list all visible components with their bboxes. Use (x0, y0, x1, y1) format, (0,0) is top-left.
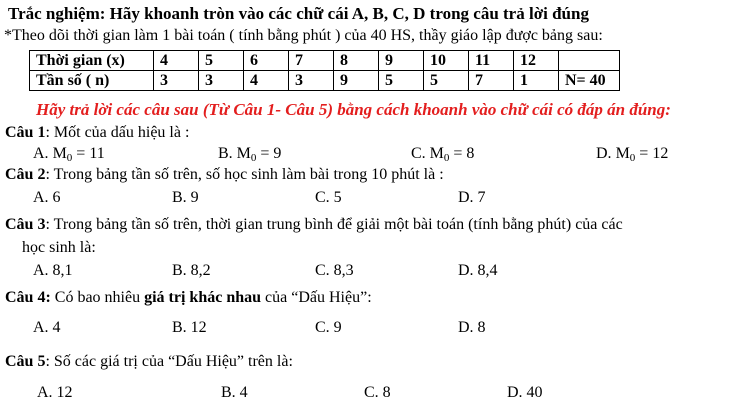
question-text: : Trong bảng tần số trên, số học sinh làm bài trong 10 phút là : (45, 166, 444, 183)
option-d[interactable]: D. 8,4 (458, 262, 498, 279)
question-text: : Mốt của dấu hiệu là : (45, 124, 190, 141)
option-value: = 11 (72, 145, 105, 162)
option-c[interactable]: C. 9 (315, 319, 342, 336)
table-cell: 9 (379, 51, 424, 71)
option-symbol: M (52, 145, 67, 162)
table-cell: 10 (424, 51, 469, 71)
option-symbol: M (615, 145, 630, 162)
instruction-text: Hãy trả lời các câu sau (Từ Câu 1- Câu 5) bằng cách khoanh vào chữ cái có đáp án đúng: (36, 100, 671, 119)
question-4 (5, 288, 372, 307)
question-label: Câu 5 (5, 353, 46, 370)
table-row (30, 71, 620, 91)
option-subscript: 0 (66, 152, 73, 164)
option-d[interactable]: D. 7 (458, 189, 486, 206)
intro-text: *Theo dõi thời gian làm 1 bài toán ( tính bằng phút ) của 40 HS, thầy giáo lập được bảng sau: (4, 27, 603, 44)
table-cell: 1 (514, 71, 559, 91)
frequency-table (29, 50, 620, 91)
option-a[interactable]: A. 4 (33, 319, 61, 336)
question-2 (5, 165, 444, 184)
option-c[interactable]: C. 5 (315, 189, 342, 206)
question-1 (5, 123, 189, 142)
option-letter: A. (33, 145, 49, 162)
question-label: Câu 2 (5, 166, 46, 183)
question-text: : Số các giá trị của “Dấu Hiệu” trên là: (45, 353, 293, 370)
option-letter: D. (596, 145, 612, 162)
option-d[interactable]: D. 40 (507, 384, 543, 401)
table-row-label: Thời gian (x) (30, 51, 154, 71)
option-symbol: M (236, 145, 251, 162)
table-row-label: Tần số ( n) (30, 71, 154, 91)
question-5 (5, 352, 293, 371)
page-title: Trắc nghiệm: Hãy khoanh tròn vào các chữ cái A, B, C, D trong câu trả lời đúng (8, 4, 589, 23)
table-cell: 5 (424, 71, 469, 91)
table-cell: 12 (514, 51, 559, 71)
option-b[interactable]: B. 8,2 (172, 262, 211, 279)
table-cell-total: N= 40 (559, 71, 620, 91)
option-b[interactable]: B. 9 (172, 189, 199, 206)
table-cell (559, 51, 620, 71)
option-letter: B. (218, 145, 233, 162)
option-value: = 12 (635, 145, 669, 162)
option-b[interactable]: B. 12 (172, 319, 207, 336)
question-text: : Trong bảng tần số trên, thời gian trung bình để giải một bài toán (tính bằng phút) của các (45, 216, 623, 233)
table-cell: 8 (334, 51, 379, 71)
table-cell: 5 (379, 71, 424, 91)
table-cell: 11 (469, 51, 514, 71)
table-cell: 9 (334, 71, 379, 91)
option-c[interactable]: C. 8,3 (315, 262, 354, 279)
option-d[interactable] (596, 144, 668, 168)
question-label: Câu 1 (5, 124, 46, 141)
table-cell: 7 (469, 71, 514, 91)
question-text: Có bao nhiêu (50, 289, 145, 306)
option-letter: C. (411, 145, 426, 162)
question-emphasis: giá trị khác nhau (144, 289, 262, 306)
table-cell: 4 (244, 71, 289, 91)
option-a[interactable]: A. 8,1 (33, 262, 73, 279)
question-text: của “Dấu Hiệu”: (261, 289, 372, 306)
option-c[interactable]: C. 8 (364, 384, 391, 401)
table-cell: 4 (154, 51, 199, 71)
option-value: = 8 (449, 145, 475, 162)
table-cell: 6 (244, 51, 289, 71)
table-row (30, 51, 620, 71)
option-subscript: 0 (629, 152, 636, 164)
question-text-continued: học sinh là: (22, 239, 96, 256)
option-symbol: M (429, 145, 444, 162)
option-b[interactable]: B. 4 (221, 384, 248, 401)
option-subscript: 0 (443, 152, 450, 164)
option-value: = 9 (256, 145, 282, 162)
table-cell: 3 (154, 71, 199, 91)
table-cell: 7 (289, 51, 334, 71)
question-3 (5, 215, 623, 234)
option-a[interactable]: A. 12 (37, 384, 73, 401)
question-label: Câu 3 (5, 216, 46, 233)
table-cell: 5 (199, 51, 244, 71)
table-cell: 3 (289, 71, 334, 91)
question-label: Câu 4: (5, 289, 51, 306)
table-cell: 3 (199, 71, 244, 91)
option-a[interactable]: A. 6 (33, 189, 61, 206)
option-d[interactable]: D. 8 (458, 319, 486, 336)
option-subscript: 0 (250, 152, 257, 164)
